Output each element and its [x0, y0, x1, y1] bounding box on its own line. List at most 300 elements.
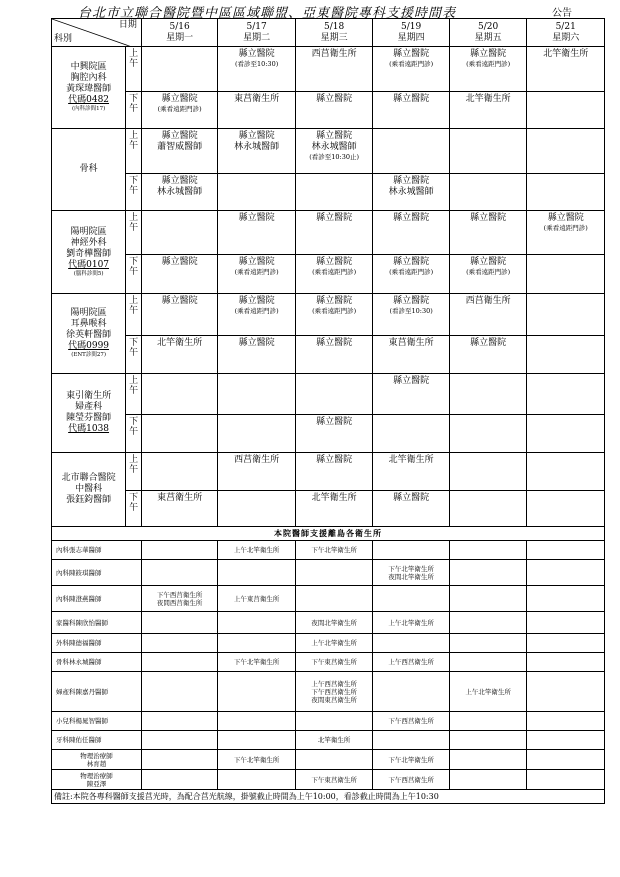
location-text: 縣立醫院	[238, 296, 275, 306]
specialty-line: 婦產科	[75, 402, 103, 412]
schedule-cell	[449, 174, 527, 211]
specialty-line: 骨科	[79, 164, 98, 174]
location-text: 縣立醫院	[161, 257, 198, 267]
location-text: 縣立醫院	[316, 296, 353, 306]
branch-cell	[218, 653, 296, 672]
branch-cell	[373, 653, 449, 672]
ampm-char: 午	[129, 386, 139, 396]
specialty-line: 耳鼻喉科	[70, 319, 107, 329]
branch-entry: 夜間西莒衛生所	[156, 598, 203, 607]
schedule-cell	[141, 294, 217, 336]
location-text: 西莒衛生所	[234, 455, 280, 465]
doctor-text: 林永城醫師	[388, 187, 434, 197]
branch-cell	[141, 612, 217, 634]
branch-entry: 下午東莒衛生所	[311, 775, 357, 784]
schedule-cell	[295, 47, 373, 92]
location-text: 東莒衛生所	[157, 493, 203, 503]
ampm-char: 午	[129, 503, 139, 513]
branch-cell	[373, 634, 449, 653]
branch-cell	[373, 560, 449, 586]
branch-cell	[373, 541, 449, 560]
schedule-cell	[449, 453, 527, 491]
schedule-cell	[527, 174, 605, 211]
schedule-cell	[141, 174, 217, 211]
schedule-row	[52, 415, 605, 453]
branch-cell	[527, 770, 605, 790]
session-note: (乘看遠距門診)	[312, 307, 357, 315]
schedule-row	[52, 491, 605, 527]
ampm-char: 午	[129, 348, 139, 358]
schedule-row	[52, 211, 605, 255]
branch-doctor	[52, 586, 142, 612]
schedule-cell	[527, 211, 605, 255]
ampm-char: 上	[129, 213, 139, 223]
corner-cell	[52, 19, 142, 47]
branch-cell	[527, 612, 605, 634]
branch-cell	[449, 634, 527, 653]
schedule-cell	[527, 92, 605, 129]
location-text: 縣立醫院	[238, 49, 275, 59]
branch-cell	[449, 712, 527, 731]
location-text: 縣立醫院	[161, 131, 198, 141]
location-text: 縣立醫院	[238, 338, 275, 348]
branch-doctor	[52, 770, 142, 790]
location-text: 北竿衛生所	[388, 455, 434, 465]
branch-cell	[527, 541, 605, 560]
branch-entry: 下午西莒衛生所	[156, 590, 203, 599]
location-text: 北竿衛生所	[465, 94, 511, 104]
section-title: 本院醫師支援離島各衛生所	[52, 527, 605, 541]
specialty-line: 黃琛瑋醫師	[66, 84, 112, 94]
branch-doctor-line: 物理治療師	[80, 751, 113, 760]
ampm-char: 下	[129, 417, 139, 427]
ampm-char: 下	[129, 257, 139, 267]
branch-cell	[449, 612, 527, 634]
location-text: 縣立醫院	[393, 176, 430, 186]
doctor-code: 代碼0107	[68, 259, 110, 270]
location-text: 西莒衛生所	[465, 296, 511, 306]
day-header	[449, 19, 527, 47]
schedule-row	[52, 374, 605, 415]
branch-entry: 上午北竿衛生所	[465, 687, 511, 696]
weekday-label: 星期五	[474, 32, 502, 43]
session-note: (乘看遠距門診)	[543, 224, 588, 232]
branch-cell	[141, 541, 217, 560]
branch-cell	[449, 770, 527, 790]
branch-cell	[373, 731, 449, 750]
branch-cell	[295, 560, 373, 586]
schedule-cell	[449, 129, 527, 174]
day-header	[373, 19, 449, 47]
branch-entry: 下午北竿衛生所	[388, 755, 434, 764]
schedule-cell	[218, 336, 296, 374]
doctor-code: 代碼0482	[68, 95, 110, 105]
location-text: 縣立醫院	[393, 94, 430, 104]
specialty-cell	[52, 47, 126, 129]
specialty-cell	[52, 129, 126, 211]
schedule-cell	[295, 255, 373, 294]
location-text: 縣立醫院	[316, 131, 353, 141]
announcement-tag: 公告	[552, 8, 572, 19]
branch-cell	[527, 731, 605, 750]
specialty-line: 徐英軒醫師	[66, 330, 112, 340]
am-label	[126, 211, 142, 255]
branch-cell	[218, 750, 296, 770]
branch-cell	[218, 672, 296, 712]
session-note: (看診至10:30)	[389, 307, 433, 315]
ampm-char: 午	[129, 59, 139, 69]
room-note: (腦科診間5)	[73, 270, 104, 277]
branch-cell	[373, 612, 449, 634]
schedule-cell	[373, 336, 449, 374]
schedule-cell	[141, 491, 217, 527]
schedule-cell	[527, 255, 605, 294]
am-label	[126, 47, 142, 92]
branch-doctor-line: 陳亞澤	[86, 779, 107, 788]
branch-cell	[141, 750, 217, 770]
branch-doctor	[52, 653, 142, 672]
schedule-cell	[218, 415, 296, 453]
session-note: (乘看遠距門診)	[234, 268, 279, 276]
branch-doctor-line: 小兒科楊晁智醫師	[56, 717, 108, 725]
pm-label	[126, 92, 142, 129]
date-label: 5/19	[401, 21, 422, 32]
branch-cell	[295, 750, 373, 770]
location-text: 縣立醫院	[316, 455, 353, 465]
specialty-cell	[52, 294, 126, 374]
location-text: 縣立醫院	[161, 296, 198, 306]
branch-entry: 上午西莒衛生所	[388, 658, 434, 666]
am-label	[126, 129, 142, 174]
schedule-cell	[449, 491, 527, 527]
weekday-label: 星期六	[552, 32, 580, 43]
schedule-cell	[218, 453, 296, 491]
location-text: 縣立醫院	[470, 338, 507, 348]
schedule-cell	[218, 92, 296, 129]
am-label	[126, 374, 142, 415]
branch-cell	[141, 712, 217, 731]
header-row	[52, 19, 605, 47]
schedule-cell	[373, 129, 449, 174]
ampm-char: 午	[129, 186, 139, 196]
remark-row	[52, 790, 605, 804]
schedule-cell	[218, 211, 296, 255]
weekday-label: 星期三	[320, 32, 348, 43]
branch-entry: 上午北竿衛生所	[311, 639, 357, 647]
session-note: (乘看遠距門診)	[389, 60, 434, 68]
specialty-line: 胸腔內科	[70, 73, 107, 83]
schedule-cell	[141, 211, 217, 255]
schedule-cell	[295, 374, 373, 415]
schedule-cell	[449, 415, 527, 453]
schedule-cell	[449, 336, 527, 374]
schedule-cell	[373, 415, 449, 453]
branch-doctor	[52, 541, 142, 560]
schedule-row	[52, 294, 605, 336]
branch-entry: 夜間東莒衛生所	[311, 695, 357, 704]
branch-cell	[449, 731, 527, 750]
schedule-cell	[449, 47, 527, 92]
branch-entry: 下午西莒衛生所	[311, 687, 357, 696]
ampm-char: 上	[129, 455, 139, 465]
schedule-cell	[218, 174, 296, 211]
ampm-char: 上	[129, 376, 139, 386]
branch-entry: 下午北竿衛生所	[233, 755, 280, 764]
schedule-cell	[527, 374, 605, 415]
location-text: 縣立醫院	[470, 257, 507, 267]
specialty-cell	[52, 211, 126, 294]
specialty-line: 陽明院區	[70, 308, 107, 318]
branch-doctor-line: 外科陳德福醫師	[56, 639, 102, 647]
schedule-cell	[295, 491, 373, 527]
branch-cell	[295, 712, 373, 731]
location-text: 縣立醫院	[238, 213, 275, 223]
branch-doctor	[52, 612, 142, 634]
branch-row	[52, 586, 605, 612]
session-note: (看診至10:30)	[234, 60, 279, 68]
location-text: 北竿衛生所	[157, 338, 203, 348]
branch-row	[52, 541, 605, 560]
location-text: 東莒衛生所	[234, 94, 280, 104]
schedule-cell	[373, 255, 449, 294]
doctor-code: 代碼0999	[68, 341, 110, 351]
schedule-cell	[373, 453, 449, 491]
branch-doctor-line: 內科陳筱琪醫師	[56, 568, 102, 577]
branch-doctor-line: 內科陳澄燕醫師	[56, 594, 102, 603]
location-text: 縣立醫院	[238, 257, 275, 267]
branch-cell	[449, 541, 527, 560]
branch-cell	[373, 586, 449, 612]
schedule-row	[52, 47, 605, 92]
schedule-cell	[527, 453, 605, 491]
branch-cell	[141, 770, 217, 790]
doctor-text: 林永城醫師	[157, 187, 203, 197]
specialty-cell	[52, 453, 126, 527]
schedule-row	[52, 92, 605, 129]
schedule-cell	[449, 255, 527, 294]
branch-row	[52, 612, 605, 634]
location-text: 縣立醫院	[393, 296, 430, 306]
location-text: 縣立醫院	[393, 49, 430, 59]
specialty-cell	[52, 374, 126, 453]
location-text: 縣立醫院	[316, 338, 353, 348]
schedule-cell	[373, 47, 449, 92]
ampm-char: 下	[129, 176, 139, 186]
branch-doctor	[52, 750, 142, 770]
schedule-cell	[218, 255, 296, 294]
schedule-cell	[218, 47, 296, 92]
ampm-char: 午	[129, 427, 139, 437]
session-note: (乘看遠距門診)	[389, 268, 434, 276]
location-text: 縣立醫院	[161, 176, 198, 186]
schedule-cell	[527, 491, 605, 527]
branch-entry: 北竿衛生所	[317, 736, 351, 744]
pm-label	[126, 255, 142, 294]
ampm-char: 午	[129, 223, 139, 233]
remark-text: 備註:本院各專科醫師支援莒光時，為配合莒光航線，掛號截止時間為上午10:00，看診截止時間為上午10:30	[52, 790, 605, 804]
branch-cell	[218, 731, 296, 750]
specialty-line: 東引衛生所	[66, 391, 112, 401]
ampm-char: 午	[129, 465, 139, 475]
branch-doctor	[52, 712, 142, 731]
branch-cell	[527, 712, 605, 731]
schedule-row	[52, 129, 605, 174]
schedule-table	[51, 18, 605, 804]
branch-entry: 下午北竿衛生所	[233, 658, 280, 666]
date-label: 5/18	[324, 21, 345, 32]
ampm-char: 上	[129, 296, 139, 306]
session-note: (乘看遠距門診)	[466, 60, 511, 68]
branch-row	[52, 560, 605, 586]
branch-cell	[295, 672, 373, 712]
schedule-cell	[373, 174, 449, 211]
location-text: 縣立醫院	[393, 376, 430, 386]
corner-dept-label: 科別	[54, 34, 73, 44]
branch-cell	[218, 634, 296, 653]
schedule-cell	[373, 92, 449, 129]
branch-cell	[373, 672, 449, 712]
branch-doctor-line: 骨科林永城醫師	[56, 658, 102, 666]
branch-doctor-line: 內科張志華醫師	[56, 546, 102, 554]
schedule-cell	[141, 453, 217, 491]
pm-label	[126, 174, 142, 211]
branch-entry: 下午西莒衛生所	[388, 775, 434, 784]
branch-cell	[295, 731, 373, 750]
location-text: 縣立醫院	[316, 94, 353, 104]
schedule-cell	[527, 294, 605, 336]
schedule-cell	[449, 92, 527, 129]
schedule-cell	[295, 453, 373, 491]
specialty-line: 張鈺鈞醫師	[66, 495, 112, 505]
branch-row	[52, 770, 605, 790]
day-header	[218, 19, 296, 47]
schedule-cell	[295, 415, 373, 453]
branch-cell	[449, 586, 527, 612]
branch-entry: 下午西莒衛生所	[388, 717, 434, 725]
schedule-cell	[141, 255, 217, 294]
ampm-char: 午	[129, 141, 139, 151]
branch-cell	[449, 653, 527, 672]
session-note: (乘看遠距門診)	[312, 268, 357, 276]
ampm-char: 上	[129, 131, 139, 141]
location-text: 縣立醫院	[470, 213, 507, 223]
specialty-line: 中醫科	[75, 484, 103, 494]
branch-cell	[141, 672, 217, 712]
branch-cell	[295, 653, 373, 672]
branch-doctor	[52, 634, 142, 653]
ampm-char: 下	[129, 493, 139, 503]
branch-cell	[449, 750, 527, 770]
room-note: (ENT診間27)	[71, 352, 106, 358]
schedule-cell	[373, 294, 449, 336]
doctor-text: 蕭智威醫師	[157, 142, 203, 152]
branch-doctor	[52, 731, 142, 750]
pm-label	[126, 336, 142, 374]
doctor-code: 代碼1038	[68, 424, 110, 434]
session-note: (乘看遠距門診)	[466, 268, 511, 276]
weekday-label: 星期二	[243, 32, 271, 43]
doctor-text: 林永城醫師	[234, 142, 280, 152]
location-text: 北竿衛生所	[311, 493, 357, 503]
room-note: (內科診間17)	[71, 106, 106, 112]
date-label: 5/17	[246, 21, 267, 32]
ampm-char: 午	[129, 104, 139, 114]
pm-label	[126, 491, 142, 527]
branch-cell	[141, 731, 217, 750]
location-text: 縣立醫院	[393, 213, 430, 223]
corner-date-label: 日期	[118, 20, 137, 30]
date-label: 5/16	[169, 21, 190, 32]
ampm-char: 下	[129, 338, 139, 348]
schedule-cell	[373, 374, 449, 415]
branch-entry: 下午北竿衛生所	[388, 564, 434, 573]
schedule-cell	[295, 336, 373, 374]
schedule-cell	[141, 47, 217, 92]
location-text: 縣立醫院	[470, 49, 507, 59]
schedule-cell	[373, 211, 449, 255]
branch-cell	[295, 586, 373, 612]
ampm-char: 午	[129, 267, 139, 277]
schedule-cell	[218, 129, 296, 174]
branch-cell	[295, 634, 373, 653]
schedule-row	[52, 336, 605, 374]
location-text: 東莒衛生所	[388, 338, 434, 348]
schedule-cell	[373, 491, 449, 527]
branch-cell	[141, 560, 217, 586]
location-text: 縣立醫院	[316, 213, 353, 223]
schedule-cell	[141, 92, 217, 129]
schedule-cell	[295, 294, 373, 336]
schedule-row	[52, 453, 605, 491]
session-note: (看診至10:30止)	[309, 153, 360, 161]
location-text: 縣立醫院	[161, 94, 198, 104]
branch-doctor-line: 物理治療師	[80, 771, 113, 780]
schedule-cell	[218, 491, 296, 527]
branch-cell	[527, 672, 605, 712]
specialty-line: 北市聯合醫院	[61, 473, 116, 483]
branch-cell	[218, 560, 296, 586]
schedule-cell	[449, 374, 527, 415]
schedule-cell	[527, 336, 605, 374]
location-text: 縣立醫院	[238, 131, 275, 141]
branch-entry: 上午北竿衛生所	[233, 546, 280, 554]
date-label: 5/20	[478, 21, 499, 32]
branch-doctor-line: 家醫科陳欣怡醫師	[56, 618, 108, 627]
branch-cell	[527, 586, 605, 612]
branch-entry: 上午西莒衛生所	[311, 679, 357, 688]
schedule-cell	[141, 129, 217, 174]
location-text: 縣立醫院	[547, 213, 584, 223]
branch-cell	[449, 560, 527, 586]
session-note: (乘看遠距門診)	[234, 307, 279, 315]
branch-cell	[218, 586, 296, 612]
branch-cell	[527, 560, 605, 586]
schedule-cell	[449, 211, 527, 255]
specialty-line: 陳瑩芬醫師	[66, 413, 112, 423]
branch-entry: 下午東莒衛生所	[311, 658, 357, 666]
branch-cell	[295, 770, 373, 790]
page-title: 台北市立聯合醫院暨中區區域聯盟、亞東醫院專科支援時間表	[78, 6, 457, 21]
branch-doctor	[52, 672, 142, 712]
am-label	[126, 453, 142, 491]
branch-row	[52, 712, 605, 731]
pm-label	[126, 415, 142, 453]
schedule-row	[52, 174, 605, 211]
branch-cell	[141, 586, 217, 612]
branch-entry: 上午東莒衛生所	[233, 594, 280, 603]
branch-entry: 夜間北竿衛生所	[388, 572, 434, 581]
doctor-text: 林永城醫師	[311, 142, 357, 152]
